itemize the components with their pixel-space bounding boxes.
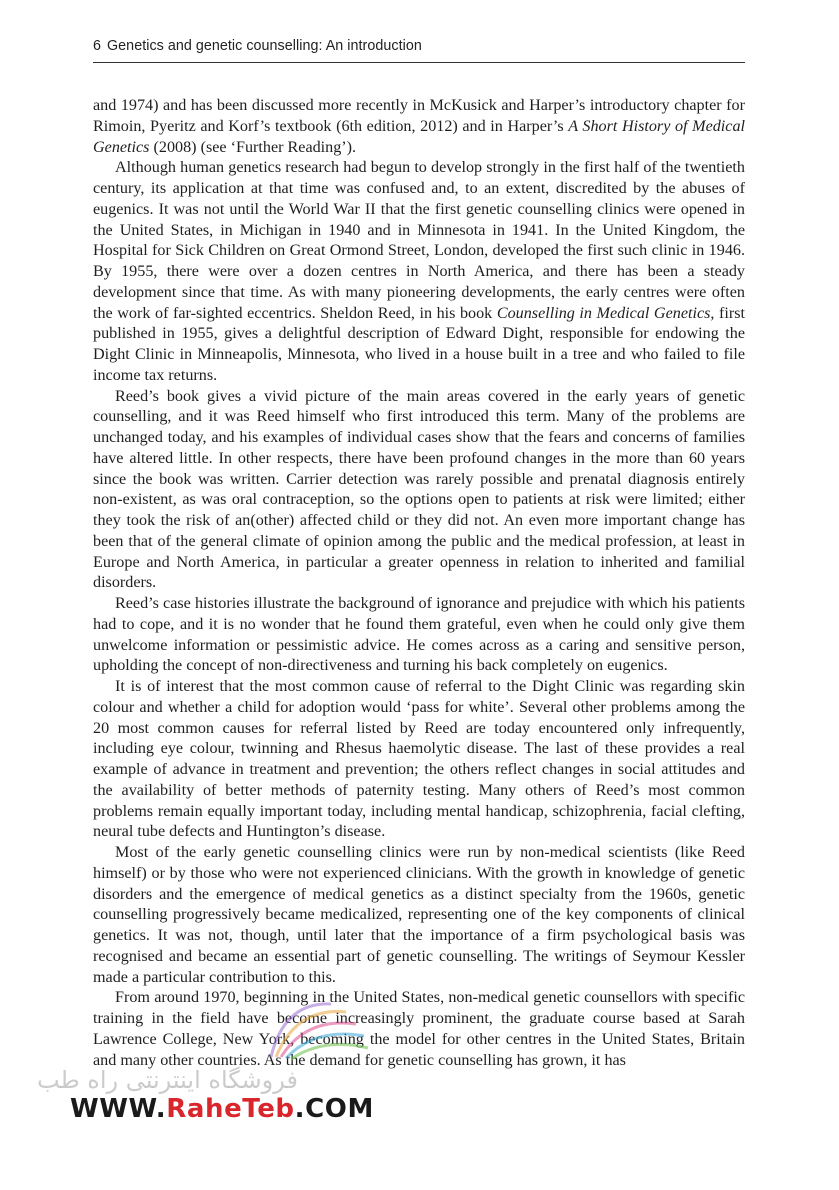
text-run: Although human genetics research had begun to develop strongly in the first half of the twentieth century, its application at that time was confused and, to an extent, discredited by the abuses of eugenics. It was not until the World War II that the first genetic counselling clinics were opened in the United States, in Michigan in 1940 and in Minnesota in 1941. In the United Kingdom, the Hospital for Sick Children on Great Ormond Street, London, developed the first such clinic in 1946. By 1955, there were over a dozen centres in North America, and there has been a steady development since that time. As with many pioneering developments, the early centres were often the work of far-sighted eccentrics. Sheldon Reed, in his book: [93, 159, 745, 322]
watermark-website: [70, 1094, 374, 1124]
paragraph: [93, 96, 745, 158]
body-text: [93, 96, 745, 1071]
paragraph: [93, 594, 745, 677]
header-rule: [93, 62, 745, 63]
text-run: and 1974) and has been discussed more recently in McKusick and Harper’s introductory chapter for Rimoin, Pyeritz and Korf’s textbook (6th edition, 2012) and in Harper’s: [93, 97, 745, 135]
watermark-fan-graphic: [236, 1002, 386, 1062]
watermark-com: .COM: [294, 1094, 374, 1124]
watermark-www: WWW.: [70, 1094, 167, 1124]
text-run: (2008) (see ‘Further Reading’).: [149, 138, 357, 156]
watermark-brand: RaheTeb: [166, 1094, 295, 1124]
text-run: Reed’s book gives a vivid picture of the main areas covered in the early years of genetic counselling, and it was Reed himself who first introduced this term. Many of the problems are unchanged today, and his examples of individual cases show that the fears and concerns of families have altered little. In other respects, there have been profound changes in the more than 60 years since the book was written. Carrier detection was rarely possible and prenatal diagnosis entirely non-existent, as was oral contraception, so the options open to patients at risk were limited; either they took the risk of an(other) affected child or they did not. An even more important change has been that of the general climate of opinion among the public and the medical profession, at least in Europe and North America, in particular a greater openness in relation to inherited and familial disorders.: [93, 387, 745, 592]
paragraph: [93, 387, 745, 595]
paragraph: [93, 158, 745, 386]
paragraph: [93, 843, 745, 988]
paragraph: [93, 988, 745, 1071]
running-header: [93, 38, 746, 54]
page-number: 6: [93, 38, 102, 54]
paragraph: [93, 677, 745, 843]
text-run: , first published in 1955, gives a delightful description of Edward Dight, responsible for endowing the Dight Clinic in Minneapolis, Minnesota, who lived in a house built in a tree and who failed to file income tax returns.: [93, 304, 745, 384]
italic-title: A Short History of Medical Genetics: [93, 117, 746, 156]
text-run: Reed’s case histories illustrate the background of ignorance and prejudice with which his patients had to cope, and it is no wonder that he found them grateful, even when he could only give them unwelcome information or pessimistic advice. He comes across as a caring and sensitive person, upholding the concept of non-directiveness and turning his back completely on eugenics.: [93, 595, 745, 675]
text-run: It is of interest that the most common cause of referral to the Dight Clinic was regarding skin colour and whether a child for adoption would ‘pass for white’. Several other problems among the 20 most common causes for referral listed by Reed are today encountered only infrequently, including eye colour, twinning and Rhesus haemolytic disease. The last of these provides a real example of advance in treatment and prevention; the others reflect changes in social attitudes and the availability of better methods of paternity testing. Many others of Reed’s most common problems remain equally important today, including mental handicap, schizophrenia, facial clefting, neural tube defects and Huntington’s disease.: [93, 678, 745, 841]
italic-title: Counselling in Medical Genetics: [496, 304, 711, 322]
text-run: Most of the early genetic counselling clinics were run by non-medical scientists (like Reed himself) or by those who were not experienced clinicians. With the growth in knowledge of genetic disorders and the emergence of medical genetics as a distinct specialty from the 1960s, genetic counselling progressively became medicalized, representing one of the key components of clinical genetics. It was not, though, until later that the importance of a firm psychological basis was recognised and became an essential part of genetic counselling. The writings of Seymour Kessler made a particular contribution to this.: [93, 844, 745, 986]
text-run: From around 1970, beginning in the United States, non-medical genetic counsellors with specific training in the field have become increasingly prominent, the graduate course based at Sarah Lawrence College, New York, becoming the model for other centres in the United States, Britain and many other countries. As the demand for genetic counselling has grown, it has: [93, 989, 745, 1069]
watermark-persian-text: فروشگاه اینترنتی راه طب: [37, 1066, 298, 1094]
running-title: Genetics and genetic counselling: An introduction: [107, 38, 422, 54]
